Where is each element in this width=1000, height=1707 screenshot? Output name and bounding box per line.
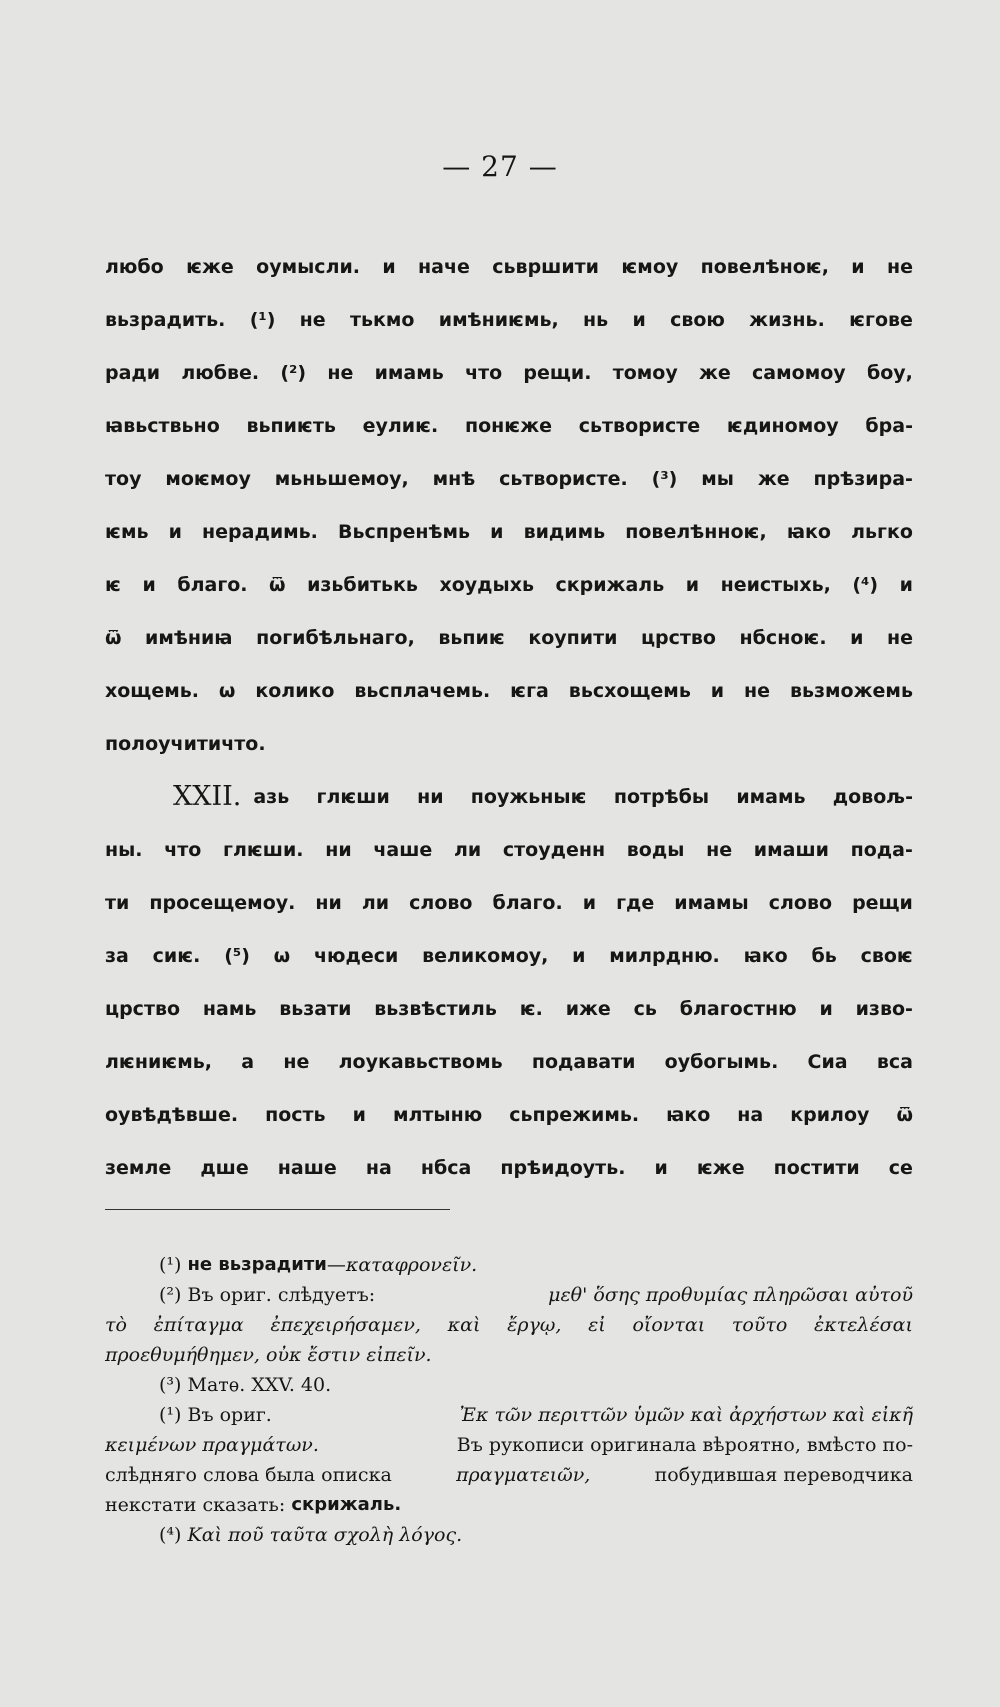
word: погибѣльнаго, bbox=[256, 627, 415, 649]
word: довољ- bbox=[832, 786, 913, 808]
word: глѥши bbox=[316, 786, 390, 808]
word: ѥга bbox=[510, 680, 549, 702]
word: бь bbox=[811, 945, 837, 967]
word: бра- bbox=[865, 415, 913, 437]
word: намь bbox=[202, 998, 257, 1020]
footnote-5 bbox=[105, 1520, 913, 1550]
footnote-divider bbox=[105, 1209, 450, 1210]
word: εἰ bbox=[588, 1314, 606, 1336]
word: нерадимь. bbox=[202, 521, 318, 543]
text-line bbox=[105, 364, 913, 417]
footnote-greek bbox=[105, 1310, 913, 1340]
word: и bbox=[582, 892, 597, 914]
footnote-mark: (⁴) bbox=[159, 1524, 182, 1546]
text-line bbox=[105, 258, 913, 311]
word: сьпрежимь. bbox=[509, 1104, 640, 1126]
word: ѿ bbox=[896, 1104, 913, 1126]
footnote-4-cont bbox=[105, 1460, 913, 1490]
word: на bbox=[737, 1104, 764, 1126]
footnote-mark: (¹) bbox=[159, 1254, 182, 1276]
word: своѥ bbox=[860, 945, 913, 967]
word: благо. bbox=[177, 574, 248, 596]
footnote-greek: προεθυμήθημεν, οὐκ ἔστιν εἰπεῖν. bbox=[105, 1344, 432, 1366]
word: любве. bbox=[181, 362, 260, 384]
word: ни bbox=[417, 786, 444, 808]
word: что bbox=[164, 839, 202, 861]
word: милрдню. bbox=[609, 945, 720, 967]
word: не bbox=[299, 309, 326, 331]
word: (²) bbox=[280, 362, 307, 384]
word: и bbox=[352, 1104, 366, 1126]
word: нбса bbox=[420, 1157, 472, 1179]
footnote-text: Въ ориг. bbox=[187, 1404, 272, 1426]
word: что bbox=[465, 362, 503, 384]
text-line bbox=[105, 1159, 913, 1212]
word: ѥ. bbox=[519, 998, 543, 1020]
word: самомоу bbox=[752, 362, 846, 384]
word: тькмо bbox=[349, 309, 415, 331]
word: потрѣбы bbox=[613, 786, 710, 808]
word: пода- bbox=[850, 839, 913, 861]
word: вьпиѥть bbox=[246, 415, 336, 437]
main-text bbox=[105, 258, 913, 1212]
word: хоудыхь bbox=[439, 574, 534, 596]
footnote-dash: — bbox=[326, 1254, 346, 1276]
word: ἐκτελέσαι bbox=[814, 1314, 913, 1336]
word: еулиѥ. bbox=[362, 415, 439, 437]
footnotes bbox=[105, 1250, 913, 1550]
word: слово bbox=[409, 892, 473, 914]
text-line bbox=[105, 417, 913, 470]
word: и bbox=[572, 945, 586, 967]
word: ѿ bbox=[105, 627, 122, 649]
word: томоу bbox=[612, 362, 678, 384]
word: ἐπεχειρήσαμεν, bbox=[270, 1314, 421, 1336]
word: црство bbox=[105, 998, 181, 1020]
word: и bbox=[490, 521, 504, 543]
footnote-4-cont bbox=[105, 1490, 913, 1520]
footnote-4 bbox=[105, 1400, 913, 1430]
word: слово bbox=[768, 892, 833, 914]
word: сьтвористе bbox=[578, 415, 701, 437]
word: и bbox=[819, 998, 833, 1020]
word: на bbox=[365, 1157, 392, 1179]
word: и bbox=[851, 256, 865, 278]
word: где bbox=[616, 892, 655, 914]
word: ѥмоу bbox=[621, 256, 679, 278]
word: имѣниꙗ bbox=[145, 627, 233, 649]
footnote-greek: Καὶ ποῦ ταῦτα σχολὴ λόγος. bbox=[187, 1524, 463, 1546]
word: стоуденн bbox=[502, 839, 606, 861]
word: хощемь. bbox=[105, 680, 199, 702]
footnote-2 bbox=[105, 1280, 913, 1310]
text-line bbox=[105, 841, 913, 894]
text-line bbox=[105, 1053, 913, 1106]
footnote-greek: Ἐκ τῶν περιττῶν ὑμῶν καὶ ἀρχήστων καὶ εἰκῆ bbox=[459, 1404, 913, 1426]
word: оубогымь. bbox=[664, 1051, 779, 1073]
word: понѥже bbox=[464, 415, 553, 437]
word: вьпиѥ bbox=[438, 627, 505, 649]
word: и bbox=[850, 627, 864, 649]
word: млтыню bbox=[392, 1104, 483, 1126]
word: моѥмоу bbox=[165, 468, 251, 490]
word: наче bbox=[418, 256, 470, 278]
footnote-greek: μεθ' ὅσης προθυμίας πληρῶσαι αὐτοῦ bbox=[548, 1284, 913, 1306]
word: имѣниѥмь, bbox=[438, 309, 559, 331]
footnote-text: Матѳ. XXV. 40. bbox=[187, 1374, 332, 1396]
word: льгко bbox=[851, 521, 913, 543]
footnote-3 bbox=[105, 1370, 913, 1400]
word: просещемоу. bbox=[149, 892, 296, 914]
word: (⁵) bbox=[224, 945, 250, 967]
word: пость bbox=[265, 1104, 326, 1126]
word: вьзрадить. bbox=[105, 309, 226, 331]
word: свою bbox=[670, 309, 725, 331]
word: ѥже bbox=[186, 256, 234, 278]
word: нь bbox=[583, 309, 609, 331]
word: же bbox=[757, 468, 790, 490]
word: τὸ bbox=[105, 1314, 127, 1336]
word: чаше bbox=[373, 839, 433, 861]
word: любо bbox=[105, 256, 164, 278]
word: чюдеси bbox=[313, 945, 399, 967]
word: се bbox=[888, 1157, 913, 1179]
word: не bbox=[886, 256, 913, 278]
word: ѥже bbox=[696, 1157, 745, 1179]
word: и bbox=[382, 256, 396, 278]
word: рещи. bbox=[523, 362, 592, 384]
word: τοῦτο bbox=[731, 1314, 788, 1336]
footnote-mark: (¹) bbox=[159, 1404, 182, 1426]
word: имамы bbox=[674, 892, 749, 914]
word: тоу bbox=[105, 468, 142, 490]
word: (³) bbox=[651, 468, 678, 490]
footnote-text: слѣдняго слова была описка bbox=[105, 1464, 392, 1486]
word: и bbox=[168, 521, 182, 543]
word: а bbox=[241, 1051, 255, 1073]
word: имамь bbox=[374, 362, 444, 384]
word: вьсхощемь bbox=[568, 680, 691, 702]
section-first-line bbox=[105, 781, 913, 841]
footnote-greek: καταφρονεῖν. bbox=[345, 1254, 478, 1276]
word: полоучити bbox=[105, 733, 222, 755]
word: колико bbox=[255, 680, 335, 702]
word: повелѣнноѥ, bbox=[625, 521, 767, 543]
word: коупити bbox=[528, 627, 618, 649]
footnote-slavonic: скрижаль. bbox=[291, 1494, 402, 1515]
footnote-text: некстати сказать: bbox=[105, 1494, 286, 1516]
footnote-slavonic: не вьзрадити bbox=[187, 1254, 327, 1275]
text-line bbox=[105, 523, 913, 576]
word: великомоу, bbox=[422, 945, 549, 967]
word: что. bbox=[221, 733, 266, 755]
word: изво- bbox=[855, 998, 913, 1020]
word: не bbox=[327, 362, 354, 384]
word: ны. bbox=[105, 839, 143, 861]
word: Сиа bbox=[807, 1051, 848, 1073]
word: ꙗко bbox=[786, 521, 831, 543]
word: вьзати bbox=[279, 998, 352, 1020]
footnote-greek: πραγματειῶν, bbox=[456, 1464, 591, 1486]
section-line-text bbox=[253, 788, 913, 807]
word: ѥдиномоу bbox=[726, 415, 839, 437]
word: и bbox=[654, 1157, 668, 1179]
word: сь bbox=[633, 998, 657, 1020]
text-line bbox=[105, 311, 913, 364]
word: наше bbox=[277, 1157, 337, 1179]
word: ἐπίταγμα bbox=[153, 1314, 244, 1336]
word: ли bbox=[453, 839, 482, 861]
word: Вьспренѣмь bbox=[338, 521, 471, 543]
word: ѥгове bbox=[849, 309, 913, 331]
footnote-4-cont bbox=[105, 1430, 913, 1460]
word: рещи bbox=[852, 892, 913, 914]
word: жизнь. bbox=[749, 309, 825, 331]
footnote-2-cont bbox=[105, 1310, 913, 1340]
word: мнѣ bbox=[432, 468, 476, 490]
word: же bbox=[699, 362, 731, 384]
footnote-text: Въ рукописи оригинала вѣроятно, вмѣсто по- bbox=[456, 1434, 913, 1456]
footnote-mark: (³) bbox=[159, 1374, 182, 1396]
word: вьсплачемь. bbox=[354, 680, 491, 702]
word: неистыхь, bbox=[720, 574, 831, 596]
word: прѣидоуть. bbox=[500, 1157, 626, 1179]
word: крилоу bbox=[790, 1104, 870, 1126]
word: ти bbox=[105, 892, 130, 914]
text-line bbox=[105, 682, 913, 735]
word: лѥниѥмь, bbox=[105, 1051, 213, 1073]
word: изьбитькь bbox=[307, 574, 418, 596]
word: ни bbox=[315, 892, 342, 914]
word: οἴονται bbox=[632, 1314, 706, 1336]
word: глѥши. bbox=[223, 839, 304, 861]
word: ни bbox=[325, 839, 352, 861]
word: нбсноѥ. bbox=[739, 627, 827, 649]
word: и bbox=[632, 309, 646, 331]
word: ѥ bbox=[105, 574, 121, 596]
word: (⁴) bbox=[852, 574, 879, 596]
word: не bbox=[283, 1051, 310, 1073]
word: и bbox=[710, 680, 725, 702]
word: не bbox=[744, 680, 771, 702]
word: ꙗко bbox=[666, 1104, 711, 1126]
word: вса bbox=[876, 1051, 913, 1073]
word: подавати bbox=[531, 1051, 636, 1073]
word: ἔργῳ, bbox=[507, 1314, 562, 1336]
word: ради bbox=[105, 362, 161, 384]
word: азь bbox=[253, 786, 290, 808]
word: ѥмь bbox=[105, 521, 149, 543]
word: иже bbox=[565, 998, 611, 1020]
word: вьзвѣстиль bbox=[374, 998, 497, 1020]
word: црство bbox=[640, 627, 716, 649]
text-line bbox=[105, 1106, 913, 1159]
footnote-text: побудившая переводчика bbox=[654, 1464, 913, 1486]
word: поужьныѥ bbox=[470, 786, 587, 808]
word: имамь bbox=[736, 786, 806, 808]
word: не bbox=[706, 839, 733, 861]
word: и bbox=[685, 574, 700, 596]
footnote-2-cont bbox=[105, 1340, 913, 1370]
word: повелѣноѥ, bbox=[700, 256, 829, 278]
word: ѡ bbox=[218, 680, 236, 702]
word: лоукавьствомь bbox=[338, 1051, 503, 1073]
word: земле bbox=[105, 1157, 172, 1179]
word: ꙗвьствьно bbox=[105, 415, 220, 437]
text-line bbox=[105, 576, 913, 629]
word: за bbox=[105, 945, 129, 967]
word: благо. bbox=[492, 892, 563, 914]
word: (¹) bbox=[249, 309, 276, 331]
text-line bbox=[105, 1000, 913, 1053]
word: ли bbox=[361, 892, 390, 914]
word: постити bbox=[773, 1157, 860, 1179]
word: оумысли. bbox=[256, 256, 361, 278]
word: мы bbox=[701, 468, 734, 490]
word: оувѣдѣвше. bbox=[105, 1104, 239, 1126]
text-line bbox=[105, 470, 913, 523]
word: ѿ bbox=[269, 574, 286, 596]
text-line bbox=[105, 947, 913, 1000]
word: дше bbox=[200, 1157, 249, 1179]
text-line bbox=[105, 629, 913, 682]
word: мьньшемоу, bbox=[274, 468, 409, 490]
word: и bbox=[142, 574, 156, 596]
word: боу, bbox=[866, 362, 913, 384]
page-number: — 27 — bbox=[442, 150, 558, 183]
section-number: XXII. bbox=[173, 781, 242, 812]
word: имаши bbox=[753, 839, 829, 861]
word: прѣзира- bbox=[813, 468, 913, 490]
text-line bbox=[105, 894, 913, 947]
word: благостню bbox=[679, 998, 797, 1020]
footnote-text: Въ ориг. слѣдуетъ: bbox=[187, 1284, 376, 1306]
word: καὶ bbox=[447, 1314, 481, 1336]
word: ѡ bbox=[273, 945, 291, 967]
word: видимь bbox=[523, 521, 606, 543]
word: воды bbox=[626, 839, 685, 861]
word: и bbox=[899, 574, 913, 596]
word: сьвршити bbox=[492, 256, 599, 278]
footnote-1 bbox=[105, 1250, 913, 1280]
word: не bbox=[886, 627, 913, 649]
word: сьтвористе. bbox=[499, 468, 628, 490]
footnote-mark: (²) bbox=[159, 1284, 182, 1306]
word: ꙗко bbox=[743, 945, 788, 967]
word: сиѥ. bbox=[152, 945, 201, 967]
word: скрижаль bbox=[555, 574, 665, 596]
word: вьзможемь bbox=[789, 680, 913, 702]
footnote-greek: κειμένων πραγμάτων. bbox=[105, 1434, 319, 1456]
